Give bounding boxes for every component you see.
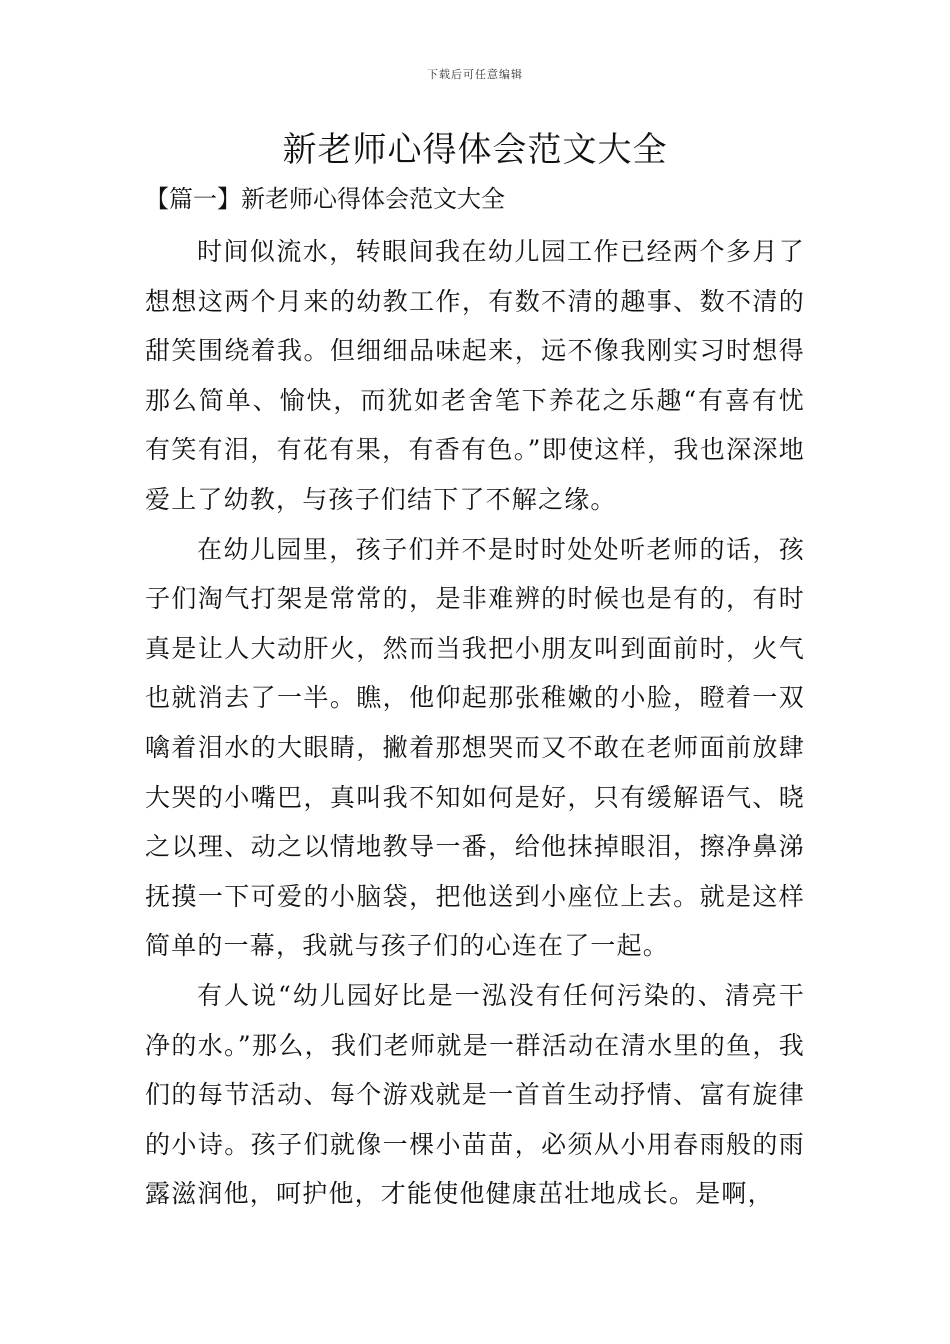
- document-title: 新老师心得体会范文大全: [282, 130, 668, 170]
- paragraph-3: 有人说“幼儿园好比是一泓没有任何污染的、清亮干净的水。”那么，我们老师就是一群活动在清水里的鱼，我们的每节活动、每个游戏就是一首首生动抒情、富有旋律的小诗。孩子们就像一棵小苗苗，必须从小用春雨般的雨露滋润他，呵护他，才能使他健康茁壮地成长。是啊，: [145, 980, 805, 1209]
- section-heading: 【篇一】新老师心得体会范文大全: [145, 185, 505, 213]
- paragraph-1: 时间似流水，转眼间我在幼儿园工作已经两个多月了想想这两个月来的幼教工作，有数不清的趣事、数不清的甜笑围绕着我。但细细品味起来，远不像我刚实习时想得那么简单、愉快，而犹如老舍笔下养花之乐趣“有喜有忧有笑有泪，有花有果，有香有色。”即使这样，我也深深地爱上了幼教，与孩子们结下了不解之缘。: [145, 237, 805, 514]
- header-note: 下载后可任意编辑: [427, 68, 523, 81]
- paragraph-2: 在幼儿园里，孩子们并不是时时处处听老师的话，孩子们淘气打架是常常的，是非难辨的时候也是有的，有时真是让人大动肝火，然而当我把小朋友叫到面前时，火气也就消去了一半。瞧，他仰起那张稚嫩的小脸，瞪着一双噙着泪水的大眼睛，撇着那想哭而又不敢在老师面前放肆大哭的小嘴巴，真叫我不知如何是好，只有缓解语气、晓之以理、动之以情地教导一番，给他抹掉眼泪，擦净鼻涕抚摸一下可爱的小脑袋，把他送到小座位上去。就是这样简单的一幕，我就与孩子们的心连在了一起。: [145, 534, 805, 961]
- body-text: [145, 227, 805, 1219]
